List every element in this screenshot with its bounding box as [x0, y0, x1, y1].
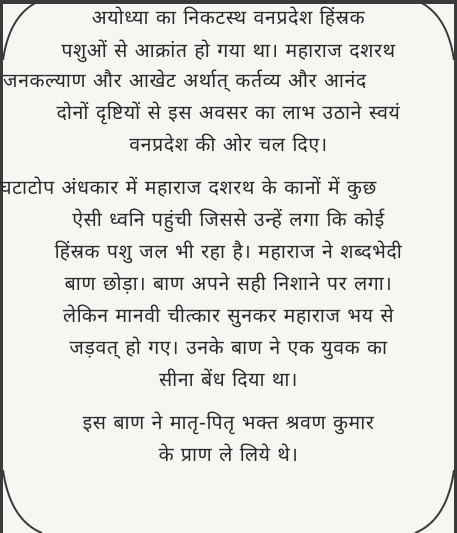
text-line: वनप्रदेश की ओर चल दिए।: [129, 133, 328, 156]
text-line: अयोध्या का निकटस्थ वनप्रदेश हिंस्रक: [91, 6, 366, 29]
text-line: जड़वत् हो गए। उनके बाण ने एक युवक का: [69, 336, 388, 359]
text-line: दोनों दृष्टियों से इस अवसर का लाभ उठाने स्वयं: [56, 101, 401, 124]
text-line: बाण छोड़ा। बाण अपने सही निशाने पर लगा।: [64, 272, 393, 295]
text-line: ऐसी ध्वनि पहुंची जिससे उन्हें लगा कि कोई: [72, 208, 385, 231]
text-line: सीना बेंध दिया था।: [158, 368, 299, 391]
text-line: हिंस्रक पशु जल भी रहा है। महाराज ने शब्दभेदी: [54, 240, 403, 263]
text-line: लेकिन मानवी चीत्कार सुनकर महाराज भय से: [62, 304, 395, 327]
text-line: घटाटोप अंधकार में महाराज दशरथ के कानों में कुछ: [0, 176, 377, 199]
text-line: के प्राण ले लिये थे।: [158, 443, 299, 466]
text-line: इस बाण ने मातृ-पितृ भक्त श्रवण कुमार: [82, 411, 375, 434]
text-line: पशुओं से आक्रांत हो गया था। महाराज दशरथ: [61, 39, 396, 62]
text-line: जनकल्याण और आखेट अर्थात् कर्तव्य और आनंद: [3, 69, 367, 92]
